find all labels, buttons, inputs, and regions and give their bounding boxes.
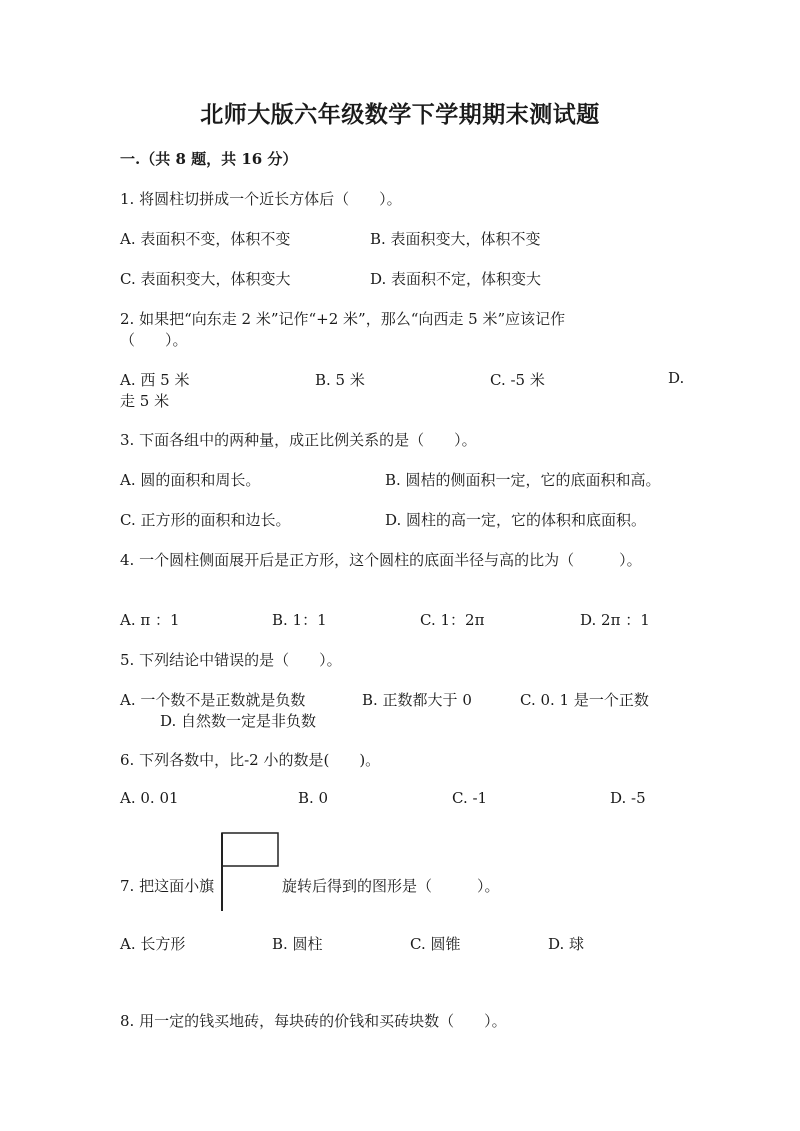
- section-heading: 一.（共 8 题，共 16 分）: [120, 150, 298, 168]
- question-1-option-a: A. 表面积不变，体积不变: [120, 230, 291, 248]
- question-3-stem: 3. 下面各组中的两种量，成正比例关系的是（ ）。: [120, 431, 477, 449]
- question-4-option-d: D. 2π ：1: [580, 611, 650, 629]
- question-4-option-c: C. 1：2π: [420, 611, 485, 629]
- question-5-option-c: C. 0. 1 是一个正数: [520, 691, 649, 709]
- question-4-option-b: B. 1：1: [272, 611, 327, 629]
- question-6-option-c: C. -1: [452, 789, 488, 807]
- question-4-stem: 4. 一个圆柱侧面展开后是正方形，这个圆柱的底面半径与高的比为（ ）。: [120, 551, 642, 569]
- question-5-stem: 5. 下列结论中错误的是（ ）。: [120, 651, 342, 669]
- question-7-stem-continued: 旋转后得到的图形是（ ）。: [282, 877, 500, 895]
- question-7-option-a: A. 长方形: [120, 935, 186, 953]
- question-7-stem: 7. 把这面小旗: [120, 877, 215, 895]
- question-2-option-c: C. -5 米: [490, 371, 545, 389]
- question-6-option-b: B. 0: [298, 789, 329, 807]
- question-6-option-d: D. -5: [610, 789, 646, 807]
- question-2-option-d: D.: [668, 369, 685, 387]
- question-5-option-a: A. 一个数不是正数就是负数: [120, 691, 306, 709]
- question-1-option-d: D. 表面积不定，体积变大: [370, 270, 542, 288]
- page-title: 北师大版六年级数学下学期期末测试题: [200, 101, 600, 128]
- flag-figure: [220, 832, 280, 912]
- question-2-stem-continued: （ ）。: [120, 331, 188, 349]
- question-2-option-d-continued: 走 5 米: [120, 392, 170, 410]
- question-5-option-d: D. 自然数一定是非负数: [160, 712, 317, 730]
- question-1-stem: 1. 将圆柱切拼成一个近长方体后（ ）。: [120, 190, 402, 208]
- question-3-option-a: A. 圆的面积和周长。: [120, 471, 261, 489]
- question-2-option-a: A. 西 5 米: [120, 371, 190, 389]
- question-4-option-a: A. π ：1: [120, 611, 180, 629]
- question-2-stem: 2. 如果把“向东走 2 米”记作“+2 米”，那么“向西走 5 米”应该记作: [120, 310, 566, 328]
- question-2-option-b: B. 5 米: [315, 371, 365, 389]
- question-3-option-c: C. 正方形的面积和边长。: [120, 511, 291, 529]
- question-7-option-b: B. 圆柱: [272, 935, 323, 953]
- question-5-option-b: B. 正数都大于 0: [362, 691, 472, 709]
- question-6-option-a: A. 0. 01: [120, 789, 179, 807]
- question-7-option-d: D. 球: [548, 935, 585, 953]
- question-1-option-b: B. 表面积变大，体积不变: [370, 230, 541, 248]
- question-7-option-c: C. 圆锥: [410, 935, 461, 953]
- question-3-option-d: D. 圆柱的高一定，它的体积和底面积。: [385, 511, 647, 529]
- question-6-stem: 6. 下列各数中，比-2 小的数是( )。: [120, 751, 381, 769]
- question-1-option-c: C. 表面积变大，体积变大: [120, 270, 291, 288]
- question-8-stem: 8. 用一定的钱买地砖，每块砖的价钱和买砖块数（ ）。: [120, 1012, 507, 1030]
- question-3-option-b: B. 圆桔的侧面积一定，它的底面积和高。: [385, 471, 661, 489]
